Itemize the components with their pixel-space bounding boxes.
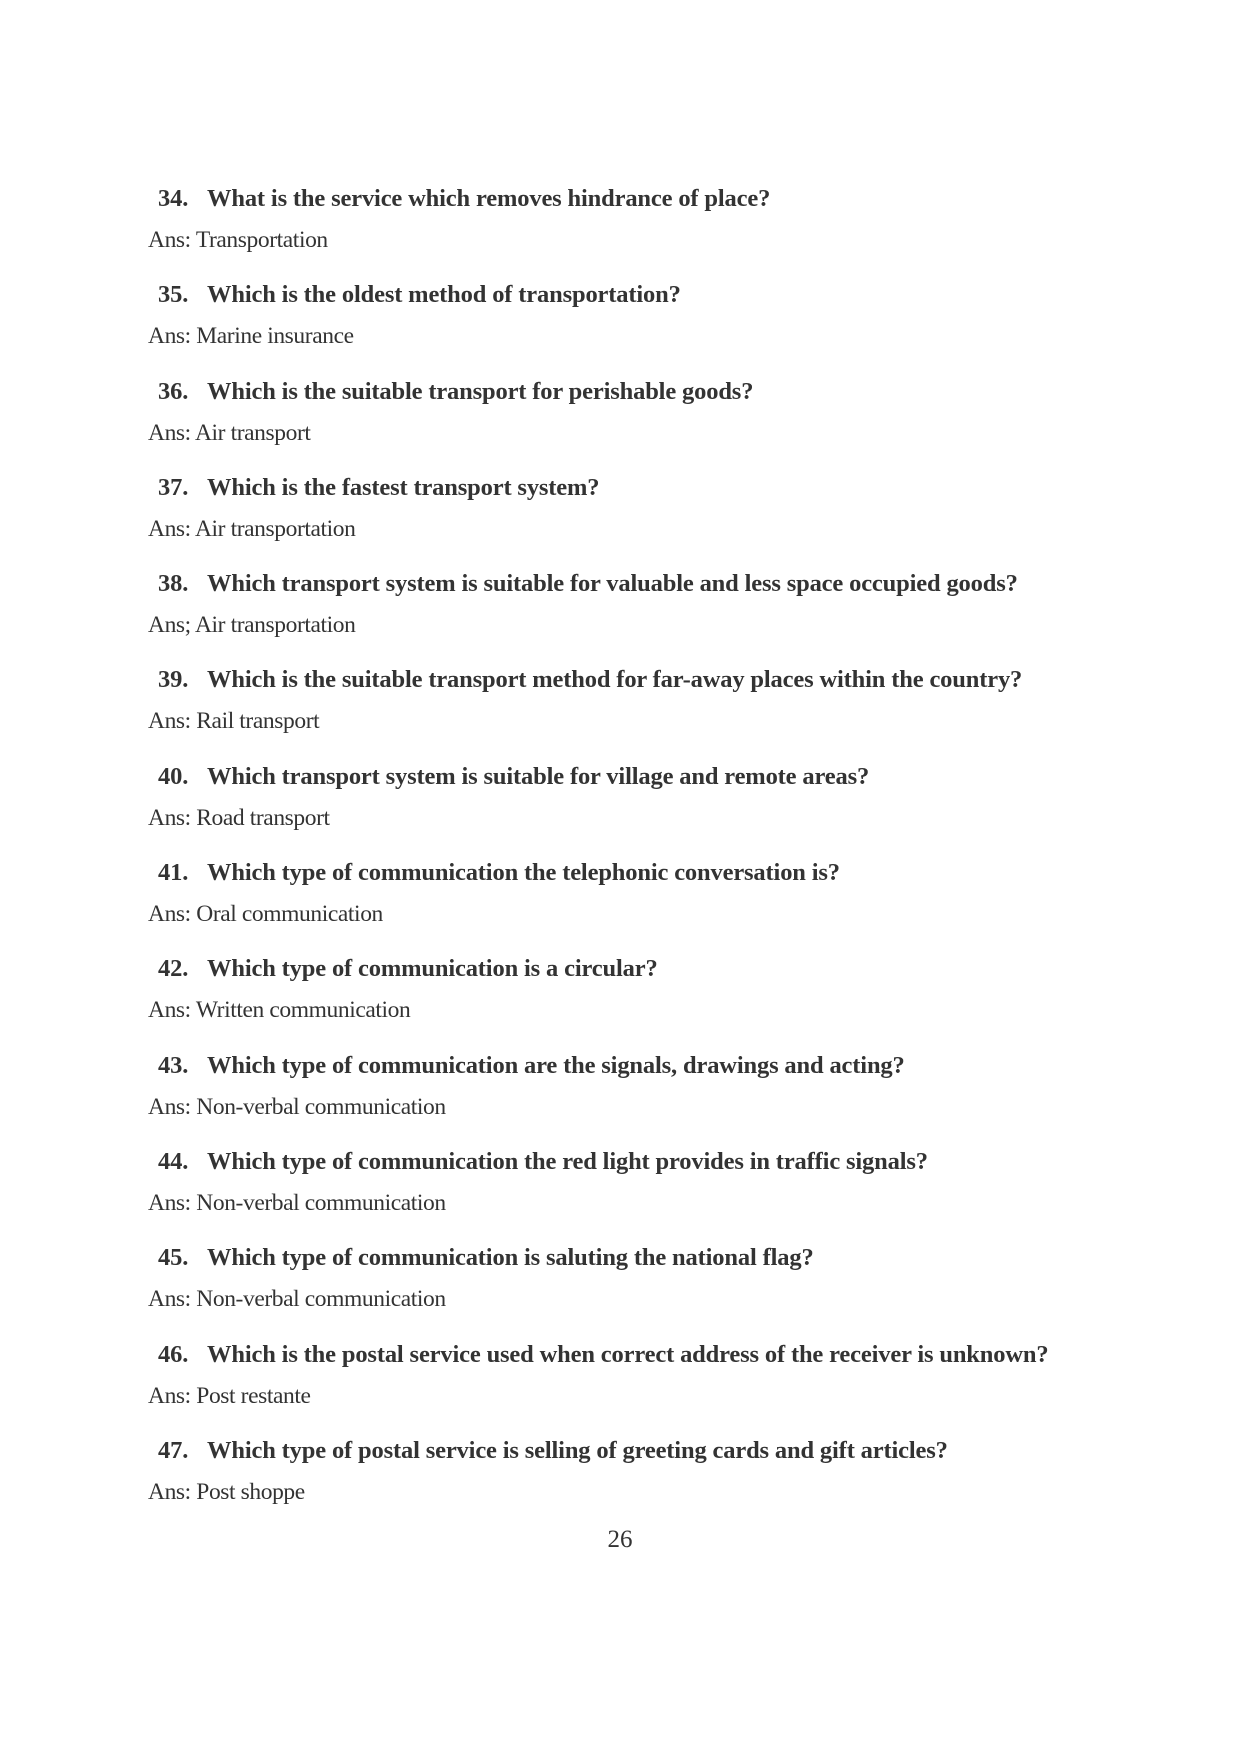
qa-item — [148, 948, 1108, 1044]
answer: Ans: Written communication — [148, 997, 411, 1024]
qa-item — [148, 1141, 1108, 1237]
question-text: Which type of communication are the signals, drawings and acting? — [207, 1051, 905, 1079]
question-text: Which transport system is suitable for village and remote areas? — [207, 762, 870, 790]
question-number: 41. — [158, 859, 189, 887]
answer: Ans: Non-verbal communication — [148, 1189, 446, 1216]
qa-item — [148, 178, 1108, 274]
question-text: Which type of communication the red light provides in traffic signals? — [207, 1147, 928, 1175]
question — [148, 1141, 1108, 1183]
question — [148, 274, 1108, 316]
question — [148, 563, 1108, 605]
question-text: Which is the fastest transport system? — [207, 473, 600, 501]
question-number: 34. — [158, 185, 189, 212]
answer: Ans: Rail transport — [148, 708, 320, 735]
question-number: 40. — [158, 762, 189, 790]
qa-item — [148, 274, 1108, 370]
answer: Ans; Air transportation — [148, 612, 356, 639]
answer: Ans: Non-verbal communication — [148, 1093, 446, 1120]
question — [148, 948, 1108, 990]
question-number: 35. — [158, 281, 189, 309]
question-text: Which is the suitable transport for perishable goods? — [207, 377, 754, 405]
qa-item — [148, 1237, 1108, 1333]
question-number: 39. — [158, 666, 189, 694]
qa-item — [148, 563, 1108, 659]
question-number: 44. — [158, 1147, 189, 1175]
question-text: What is the service which removes hindrance of place? — [207, 185, 771, 212]
question-number: 36. — [158, 377, 189, 405]
answer: Ans: Marine insurance — [148, 323, 354, 350]
question — [148, 467, 1108, 509]
qa-item — [148, 1045, 1108, 1141]
question-number: 47. — [158, 1436, 189, 1464]
qa-item — [148, 756, 1108, 852]
question — [148, 371, 1108, 413]
qa-item — [148, 659, 1108, 755]
question-number: 42. — [158, 955, 189, 983]
answer: Ans: Non-verbal communication — [148, 1286, 446, 1313]
question — [148, 1237, 1108, 1279]
question-number: 43. — [158, 1051, 189, 1079]
question — [148, 659, 1108, 701]
question-text: Which type of communication is saluting the national flag? — [207, 1244, 814, 1272]
question — [148, 1430, 1108, 1472]
question-number: 45. — [158, 1244, 189, 1272]
question-answer-list — [148, 178, 1108, 1526]
question-number: 46. — [158, 1340, 189, 1368]
answer: Ans: Transportation — [148, 227, 328, 253]
question-text: Which is the postal service used when correct address of the receiver is unknown? — [207, 1340, 1049, 1368]
page-number: 26 — [607, 1526, 633, 1553]
qa-item — [148, 1334, 1108, 1430]
answer: Ans: Air transport — [148, 419, 311, 446]
question-text: Which is the oldest method of transportation? — [207, 281, 681, 309]
qa-item — [148, 371, 1108, 467]
question — [148, 1045, 1108, 1087]
question — [148, 756, 1108, 798]
answer: Ans: Post shoppe — [148, 1478, 305, 1505]
question — [148, 178, 1108, 220]
question-number: 38. — [158, 570, 189, 598]
question — [148, 1334, 1108, 1376]
answer: Ans: Post restante — [148, 1382, 311, 1409]
question-text: Which is the suitable transport method for far-away places within the country? — [207, 666, 1023, 694]
question-text: Which type of communication the telephonic conversation is? — [207, 859, 840, 887]
question-text: Which type of communication is a circular? — [207, 955, 658, 983]
question — [148, 852, 1108, 894]
answer: Ans: Air transportation — [148, 515, 356, 542]
qa-item — [148, 467, 1108, 563]
answer: Ans: Oral communication — [148, 901, 383, 928]
qa-item — [148, 852, 1108, 948]
answer: Ans: Road transport — [148, 804, 330, 831]
question-number: 37. — [158, 473, 189, 501]
question-text: Which transport system is suitable for valuable and less space occupied goods? — [207, 570, 1018, 598]
qa-item — [148, 1430, 1108, 1526]
question-text: Which type of postal service is selling of greeting cards and gift articles? — [207, 1436, 948, 1464]
